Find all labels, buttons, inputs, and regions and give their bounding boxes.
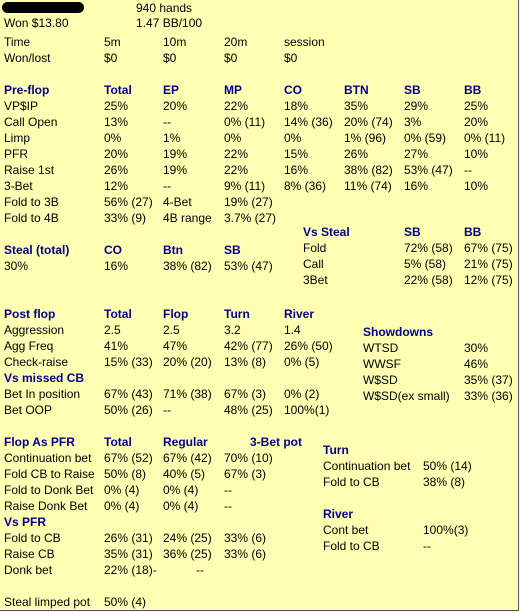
river-row-label: Fold to CB [323,539,380,553]
postflop-cell: 2.5 [163,323,180,337]
vs-steal-col-bb: BB [464,225,482,239]
vs-pfr-row-label: Raise CB [4,547,55,561]
preflop-col-co: CO [284,83,302,97]
preflop-title: Pre-flop [4,83,50,97]
four-bet-range-value: 3.7% (27) [224,211,277,225]
vs-steal-cell: 21% (75) [464,257,513,271]
vs-steal-title: Vs Steal [303,225,350,239]
turn-row-label: Fold to CB [323,475,380,489]
missed-cell: 67% (43) [104,387,153,401]
postflop-row-label: Aggression [4,323,65,337]
showdown-value: 30% [464,341,489,355]
preflop-cell: -- [464,163,472,177]
showdown-label: WTSD [363,341,399,355]
wonlost-session: $0 [284,51,298,65]
turn-row-value: 50% (14) [423,459,472,473]
preflop-cell: 20% [464,115,489,129]
showdown-label: W$SD(ex small) [363,389,450,403]
period-10m: 10m [163,35,187,49]
preflop-cell: 0% [284,131,302,145]
flop-pfr-cell: 0% (4) [163,499,199,513]
missed-row-label: Bet OOP [4,403,53,417]
preflop-cell: 0% (59) [404,131,447,145]
fold-to-3b-label: Fold to 3B [4,195,59,209]
missed-cell: -- [163,403,171,417]
postflop-cell: 20% (20) [163,355,212,369]
postflop-cell: 1.4 [284,323,301,337]
preflop-col-ep: EP [163,83,180,97]
turn-row-value: 38% (8) [423,475,466,489]
steal-limped-pot-value: 50% (4) [104,595,147,609]
preflop-cell: 53% (47) [404,163,453,177]
flop-pfr-cell: -- [224,483,232,497]
vs-pfr-cell: -- [196,563,204,577]
preflop-col-mp: MP [224,83,242,97]
postflop-col-total: Total [104,307,132,321]
postflop-row-label: Check-raise [4,355,69,369]
vs-missed-cb-title: Vs missed CB [4,371,85,385]
postflop-cell: 15% (33) [104,355,153,369]
preflop-cell: 10% [464,147,489,161]
period-5m: 5m [104,35,121,49]
vs-pfr-cell: 33% (6) [224,531,267,545]
preflop-cell: 26% [344,147,369,161]
preflop-cell: 16% [404,179,429,193]
preflop-cell: 19% [163,163,188,177]
flop-pfr-cell: 67% (3) [224,467,267,481]
missed-cell: 50% (26) [104,403,153,417]
postflop-cell: 2.5 [104,323,121,337]
preflop-row-label: 3-Bet [4,179,33,193]
postflop-col-flop: Flop [163,307,189,321]
flop-pfr-cell: 40% (5) [163,467,206,481]
preflop-cell: 20% [104,147,129,161]
preflop-cell: 22% [224,147,249,161]
postflop-cell: 0% (5) [284,355,320,369]
flop-pfr-row-label: Fold CB to Raise [4,467,95,481]
preflop-col-total: Total [104,83,132,97]
postflop-cell: 47% [163,339,188,353]
river-row-value: 100%(3) [423,523,469,537]
preflop-cell: 9% (11) [224,179,266,193]
flop-pfr-col-3bet-pot: 3-Bet pot [250,435,302,449]
fold-to-4b-value: 33% (9) [104,211,147,225]
preflop-cell: 0% (11) [224,115,266,129]
fold-to-3b-value: 56% (27) [104,195,153,209]
preflop-cell: 0% [224,131,242,145]
postflop-title: Post flop [4,307,56,321]
preflop-cell: 35% [344,99,369,113]
preflop-cell: 26% [104,163,129,177]
preflop-cell: 20% (74) [344,115,393,129]
showdown-label: W$SD [363,373,398,387]
preflop-cell: -- [163,115,171,129]
preflop-cell: 29% [404,99,429,113]
preflop-cell: 22% [224,99,249,113]
steal-total-title: Steal (total) [4,243,70,257]
preflop-cell: 8% (36) [284,179,327,193]
steal-btn-value: 38% (82) [163,259,212,273]
river-title: River [323,507,354,521]
preflop-cell: 20% [163,99,188,113]
vs-steal-cell: 67% (75) [464,241,513,255]
steal-sb-value: 53% (47) [224,259,273,273]
steal-col-co: CO [104,243,122,257]
postflop-row-label: Agg Freq [4,339,54,353]
vs-steal-cell: 72% (58) [404,241,453,255]
steal-col-btn: Btn [163,243,183,257]
four-bet-label: 4-Bet [163,195,192,209]
postflop-col-river: River [284,307,315,321]
vs-steal-col-sb: SB [404,225,421,239]
preflop-cell: 1% (96) [344,131,387,145]
missed-cell: 67% (3) [224,387,267,401]
preflop-col-bb: BB [464,83,482,97]
preflop-row-label: Raise 1st [4,163,55,177]
flop-pfr-col-total: Total [104,435,132,449]
vs-pfr-cell: 24% (25) [163,531,212,545]
vs-steal-row-label: Call [303,257,324,271]
preflop-cell: 25% [464,99,489,113]
preflop-row-label: VP$IP [4,99,39,113]
flop-pfr-cell: 0% (4) [104,499,140,513]
flop-pfr-cell: 50% (8) [104,467,147,481]
postflop-cell: 3.2 [224,323,241,337]
flop-pfr-row-label: Raise Donk Bet [4,499,88,513]
preflop-cell: 25% [104,99,129,113]
preflop-cell: 3% [404,115,422,129]
missed-row-label: Bet In position [4,387,81,401]
postflop-cell: 13% (8) [224,355,267,369]
vs-steal-cell: 5% (58) [404,257,447,271]
vs-steal-cell: 12% (75) [464,273,513,287]
vs-pfr-row-label: Fold to CB [4,531,61,545]
postflop-cell: 42% (77) [224,339,273,353]
river-row-label: Cont bet [323,523,369,537]
postflop-cell: 41% [104,339,129,353]
vs-pfr-cell: 33% (6) [224,547,267,561]
preflop-cell: 13% [104,115,129,129]
preflop-row-label: PFR [4,147,28,161]
turn-row-label: Continuation bet [323,459,411,473]
fold-to-4b-label: Fold to 4B [4,211,59,225]
preflop-cell: 19% [163,147,188,161]
flop-pfr-col-regular: Regular [163,435,208,449]
showdown-value: 33% (36) [464,389,513,403]
wonlost-10m: $0 [163,51,177,65]
won-amount: Won $13.80 [4,16,69,30]
flop-pfr-cell: -- [224,499,232,513]
vs-pfr-cell: 36% (25) [163,547,212,561]
missed-cell: 48% (25) [224,403,273,417]
vs-steal-row-label: 3Bet [303,273,328,287]
steal-total-value: 30% [4,259,29,273]
vs-pfr-cell: 26% (31) [104,531,153,545]
preflop-cell: 15% [284,147,309,161]
missed-cell: 0% (2) [284,387,320,401]
vs-steal-row-label: Fold [303,241,327,255]
preflop-cell: 0% [104,131,122,145]
time-label: Time [4,35,31,49]
preflop-col-btn: BTN [344,83,369,97]
period-20m: 20m [224,35,248,49]
steal-co-value: 16% [104,259,129,273]
showdown-value: 46% [464,357,489,371]
four-bet-value: 19% (27) [224,195,273,209]
vs-pfr-cell: 35% (31) [104,547,153,561]
preflop-cell: 11% (74) [344,179,392,193]
steal-limped-pot-label: Steal limped pot [4,595,91,609]
postflop-cell: 26% (50) [284,339,333,353]
river-row-value: -- [423,539,431,553]
missed-cell: 71% (38) [163,387,212,401]
bb-per-100: 1.47 BB/100 [136,16,203,30]
preflop-cell: 38% (82) [344,163,393,177]
preflop-row-label: Limp [4,131,31,145]
postflop-col-turn: Turn [224,307,250,321]
missed-cell: 100%(1) [284,403,330,417]
steal-col-sb: SB [224,243,241,257]
turn-title: Turn [323,443,349,457]
preflop-col-sb: SB [404,83,421,97]
vs-pfr-cell: 22% (18)- [104,563,157,577]
preflop-cell: 1% [163,131,181,145]
preflop-cell: 18% [284,99,309,113]
hands-count: 940 hands [136,1,193,15]
flop-pfr-row-label: Continuation bet [4,451,92,465]
preflop-cell: -- [163,179,171,193]
preflop-cell: 12% [104,179,129,193]
flop-pfr-cell: 67% (42) [163,451,212,465]
preflop-cell: 0% (11) [464,131,506,145]
showdown-value: 35% (37) [464,373,513,387]
flop-pfr-row-label: Fold to Donk Bet [4,483,94,497]
flop-pfr-cell: 0% (4) [163,483,199,497]
preflop-cell: 16% [284,163,309,177]
showdown-label: WWSF [363,357,401,371]
wonlost-20m: $0 [224,51,238,65]
preflop-row-label: Call Open [4,115,58,129]
wonlost-5m: $0 [104,51,118,65]
preflop-cell: 22% [224,163,249,177]
wonlost-label: Won/lost [4,51,51,65]
vs-pfr-row-label: Donk bet [4,563,53,577]
flop-pfr-cell: 70% (10) [224,451,273,465]
flop-pfr-cell: 0% (4) [104,483,140,497]
vs-steal-cell: 22% (58) [404,273,453,287]
showdowns-title: Showdowns [363,325,433,339]
preflop-cell: 14% (36) [284,115,333,129]
vs-pfr-title: Vs PFR [4,515,47,529]
flop-pfr-cell: 67% (52) [104,451,153,465]
preflop-cell: 27% [404,147,429,161]
flop-pfr-title: Flop As PFR [4,435,75,449]
period-session: session [284,35,325,49]
four-bet-range-label: 4B range [163,211,212,225]
preflop-cell: 10% [464,179,489,193]
